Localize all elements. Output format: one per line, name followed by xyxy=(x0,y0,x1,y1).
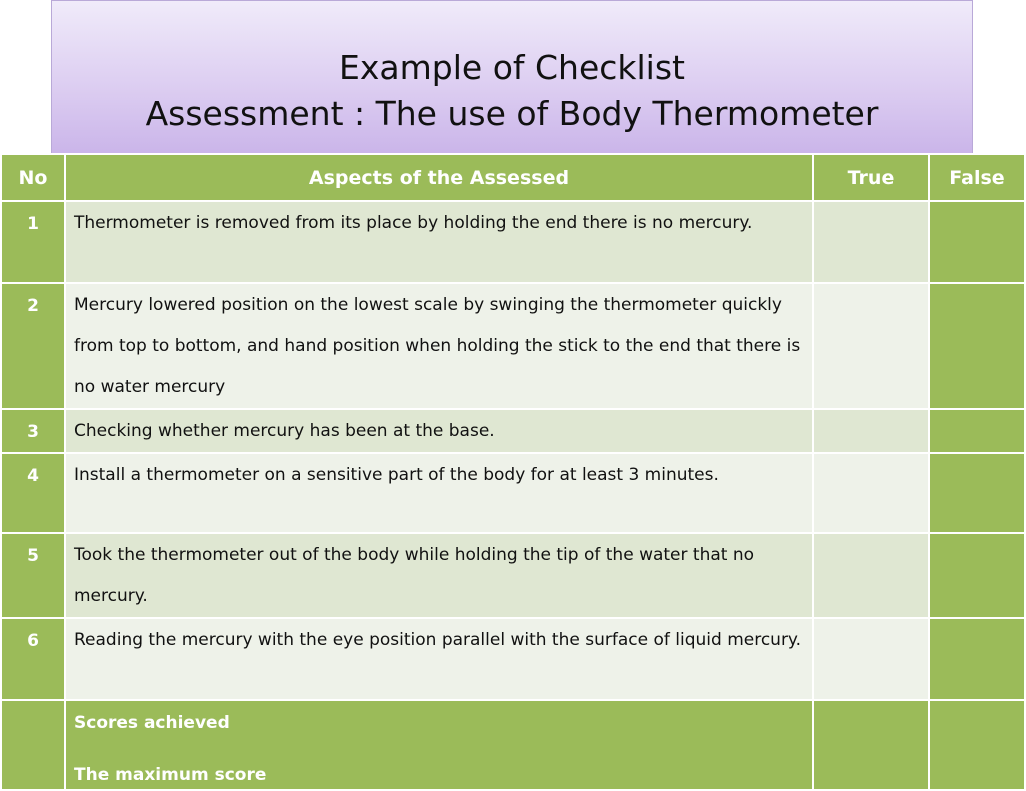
row-number: 1 xyxy=(1,201,65,283)
row-number: 2 xyxy=(1,283,65,409)
score-row xyxy=(1,700,1025,790)
table-row xyxy=(1,283,1025,409)
false-check-cell[interactable] xyxy=(929,409,1025,453)
row-number: 3 xyxy=(1,409,65,453)
false-check-cell[interactable] xyxy=(929,533,1025,618)
row-number: 4 xyxy=(1,453,65,533)
aspect-text: Mercury lowered position on the lowest scale by swinging the thermometer quickly from top to bottom, and hand position when holding the stick to the end that there is no water mercury xyxy=(65,283,813,409)
true-check-cell[interactable] xyxy=(813,453,929,533)
aspect-text: Install a thermometer on a sensitive part of the body for at least 3 minutes. xyxy=(65,453,813,533)
table-row xyxy=(1,201,1025,283)
checklist-table xyxy=(0,153,1026,791)
true-check-cell[interactable] xyxy=(813,409,929,453)
false-check-cell[interactable] xyxy=(929,283,1025,409)
score-labels xyxy=(65,700,813,790)
table-row xyxy=(1,618,1025,700)
slide-title-line-1: Example of Checklist xyxy=(339,48,685,87)
header-true: True xyxy=(813,154,929,201)
aspect-text: Took the thermometer out of the body while holding the tip of the water that no mercury. xyxy=(65,533,813,618)
title-box xyxy=(51,0,973,160)
false-check-cell[interactable] xyxy=(929,201,1025,283)
false-check-cell[interactable] xyxy=(929,453,1025,533)
true-check-cell[interactable] xyxy=(813,618,929,700)
aspect-text: Reading the mercury with the eye position parallel with the surface of liquid mercury. xyxy=(65,618,813,700)
score-number-cell xyxy=(1,700,65,790)
maximum-score-label: The maximum score xyxy=(74,765,267,785)
aspect-text: Checking whether mercury has been at the base. xyxy=(65,409,813,453)
table-row xyxy=(1,409,1025,453)
table-row xyxy=(1,533,1025,618)
header-false: False xyxy=(929,154,1025,201)
header-no: No xyxy=(1,154,65,201)
row-number: 5 xyxy=(1,533,65,618)
table-row xyxy=(1,453,1025,533)
scores-achieved-label: Scores achieved xyxy=(74,713,230,733)
row-number: 6 xyxy=(1,618,65,700)
slide-title-line-2: Assessment : The use of Body Thermometer xyxy=(145,94,879,133)
true-check-cell[interactable] xyxy=(813,533,929,618)
score-true-cell[interactable] xyxy=(813,700,929,790)
header-aspect: Aspects of the Assessed xyxy=(65,154,813,201)
score-false-cell[interactable] xyxy=(929,700,1025,790)
table-header-row xyxy=(1,154,1025,201)
true-check-cell[interactable] xyxy=(813,283,929,409)
true-check-cell[interactable] xyxy=(813,201,929,283)
aspect-text: Thermometer is removed from its place by holding the end there is no mercury. xyxy=(65,201,813,283)
false-check-cell[interactable] xyxy=(929,618,1025,700)
